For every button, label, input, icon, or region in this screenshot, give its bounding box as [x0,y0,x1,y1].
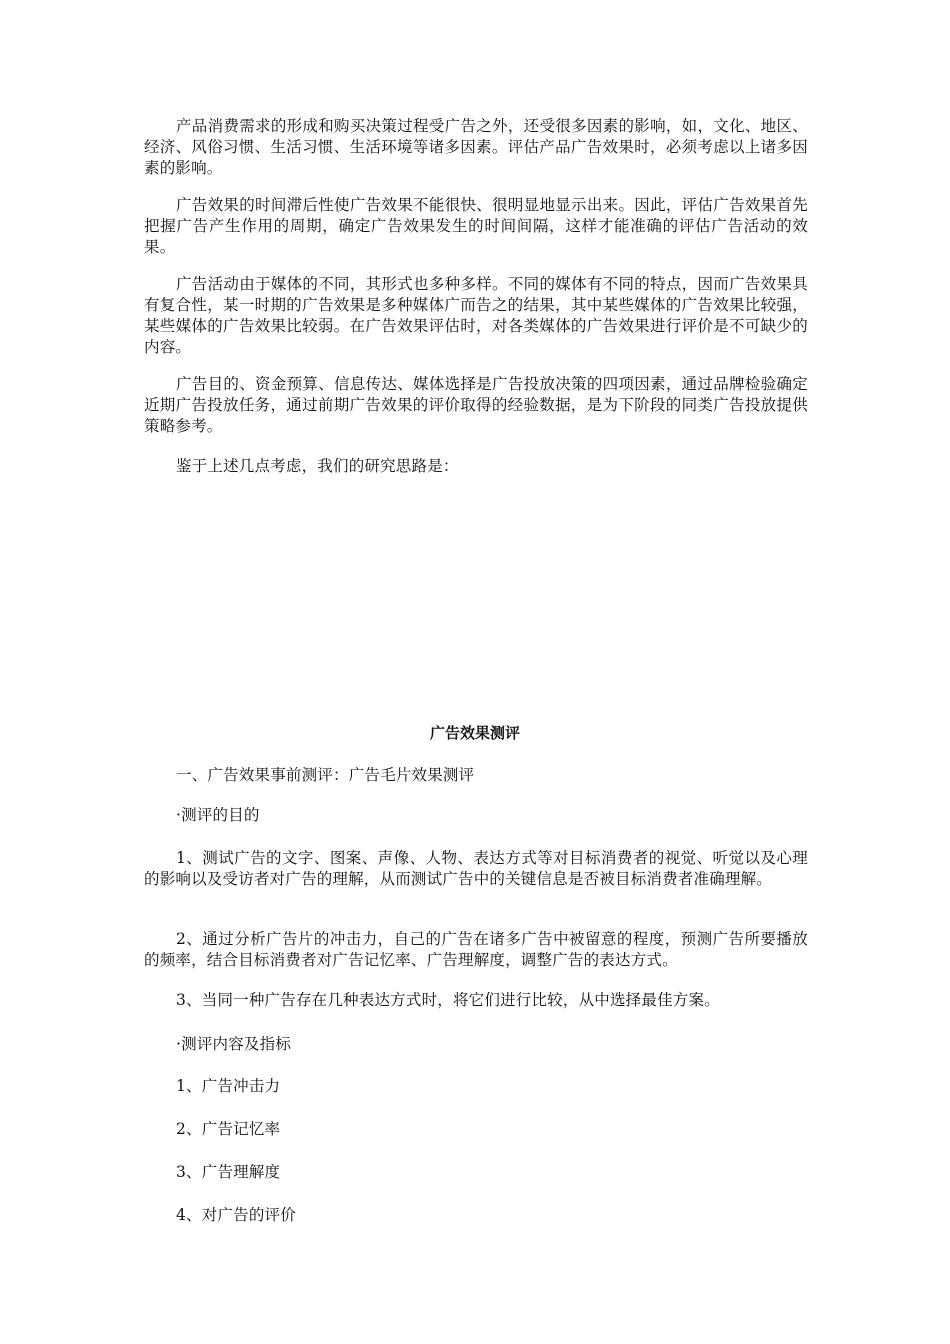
intro-paragraph-2: 广告效果的时间滞后性使广告效果不能很快、很明显地显示出来。因此，评估广告效果首先把握广告产生作用的周期，确定广告效果发生的时间间隔，这样才能准确的评估广告活动的效果。 [144,196,808,256]
section-title: 广告效果测评 [429,724,520,742]
content-heading: ·测评内容及指标 [176,1035,292,1053]
intro-paragraph-5: 鉴于上述几点考虑，我们的研究思路是： [176,457,459,475]
purpose-item-1: 1、测试广告的文字、图案、声像、人物、表达方式等对目标消费者的视觉、听觉以及心理的影响以及受访者对广告的理解，从而测试广告中的关键信息是否被目标消费者准确理解。 [144,849,808,888]
intro-paragraph-3: 广告活动由于媒体的不同，其形式也多种多样。不同的媒体有不同的特点，因而广告效果具有复合性，某一时期的广告效果是多种媒体广而告之的结果，其中某些媒体的广告效果比较强，某些媒体的广告效果比较弱。在广告效果评估时，对各类媒体的广告效果进行评价是不可缺少的内容。 [144,275,808,356]
purpose-heading: ·测评的目的 [176,806,260,824]
content-item-1: 1、广告冲击力 [176,1077,281,1095]
content-item-2: 2、广告记忆率 [176,1120,281,1138]
section-subtitle: 一、广告效果事前测评：广告毛片效果测评 [176,766,475,784]
intro-paragraph-4: 广告目的、资金预算、信息传达、媒体选择是广告投放决策的四项因素，通过品牌检验确定近期广告投放任务，通过前期广告效果的评价取得的经验数据，是为下阶段的同类广告投放提供策略参考。 [144,375,808,435]
content-item-4: 4、对广告的评价 [176,1206,296,1224]
intro-paragraph-1: 产品消费需求的形成和购买决策过程受广告之外，还受很多因素的影响，如，文化、地区、经济、风俗习惯、生活习惯、生活环境等诸多因素。评估产品广告效果时，必须考虑以上诸多因素的影响。 [144,117,808,177]
purpose-item-3: 3、当同一种广告存在几种表达方式时，将它们进行比较，从中选择最佳方案。 [176,991,720,1009]
purpose-item-2: 2、通过分析广告片的冲击力，自己的广告在诸多广告中被留意的程度，预测广告所要播放的频率，结合目标消费者对广告记忆率、广告理解度，调整广告的表达方式。 [144,930,808,969]
content-item-3: 3、广告理解度 [176,1163,281,1181]
